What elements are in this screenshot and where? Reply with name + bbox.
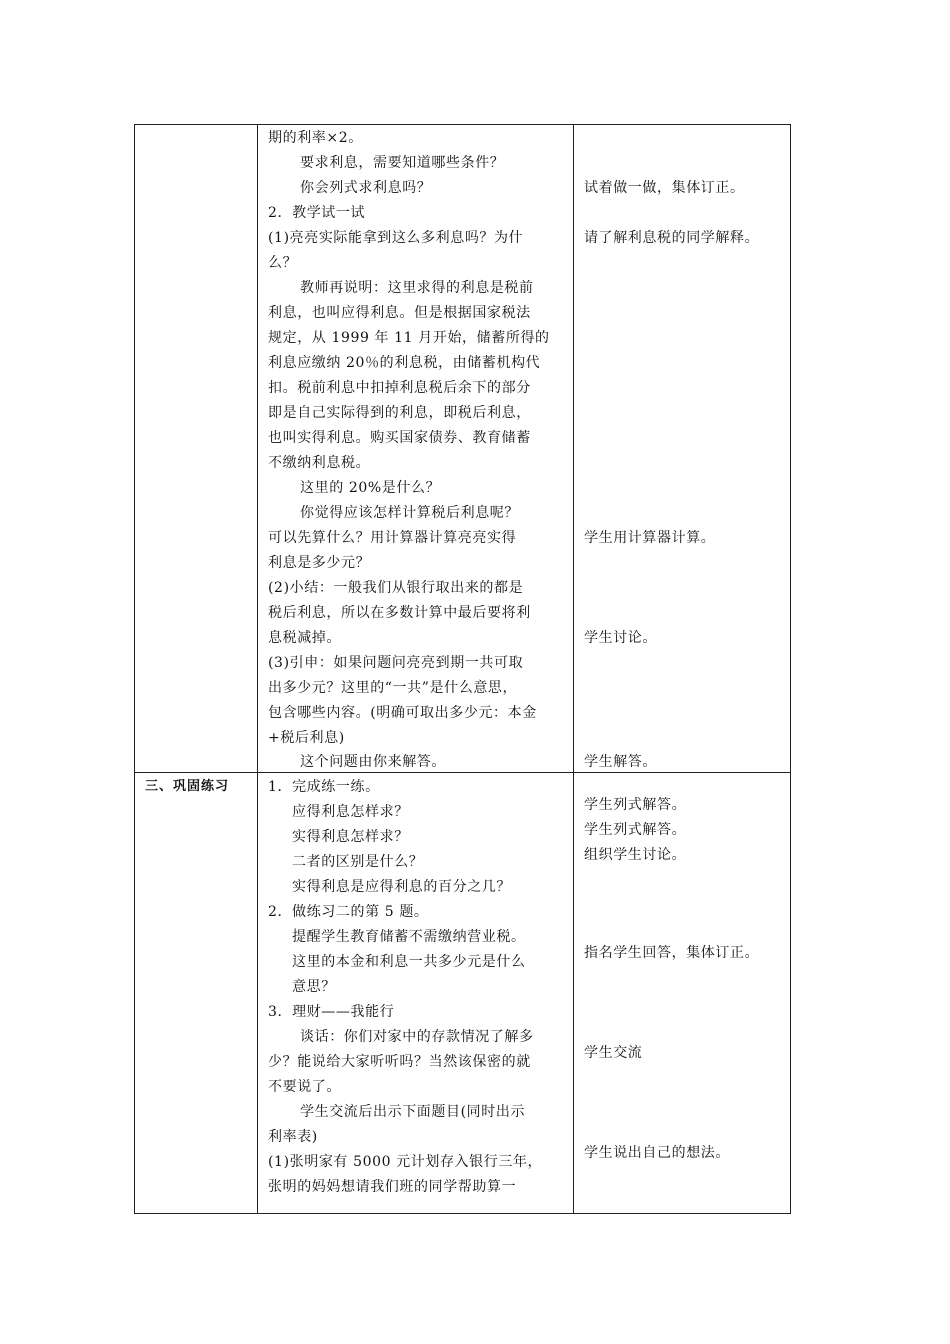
text-line: 学生说出自己的想法。 — [584, 1145, 730, 1161]
text-line: 规定，从 1999 年 11 月开始，储蓄所得的 — [268, 330, 550, 346]
text-line: 教师再说明：这里求得的利息是税前 — [300, 280, 534, 296]
text-line: 张明的妈妈想请我们班的同学帮助算一 — [268, 1179, 517, 1195]
text-line: 试着做一做，集体订正。 — [584, 180, 745, 196]
text-line: +税后利息) — [268, 730, 345, 746]
text-line: 3．理财——我能行 — [268, 1004, 395, 1020]
text-line: 2．做练习二的第 5 题。 — [268, 904, 429, 920]
table-row — [135, 125, 791, 773]
text-line: 要求利息，需要知道哪些条件？ — [300, 155, 505, 171]
section-cell — [135, 773, 258, 1214]
text-line: 可以先算什么？用计算器计算亮亮实得 — [268, 530, 517, 546]
text-line: 这个问题由你来解答。 — [300, 754, 446, 770]
text-line: 这里的本金和利息一共多少元是什么 — [292, 954, 526, 970]
text-line: 税后利息，所以在多数计算中最后要将利 — [268, 605, 531, 621]
text-line: 实得利息是应得利息的百分之几？ — [292, 879, 511, 895]
text-line: 利息应缴纳 20％的利息税，由储蓄机构代 — [268, 355, 541, 371]
text-line: 指名学生回答，集体订正。 — [584, 945, 760, 961]
text-line: 息税减掉。 — [268, 630, 341, 646]
text-line: (1)张明家有 5000 元计划存入银行三年， — [268, 1154, 543, 1170]
text-line: 利息，也叫应得利息。但是根据国家税法 — [268, 305, 531, 321]
text-line: 实得利息怎样求？ — [292, 829, 409, 845]
text-line: 二者的区别是什么？ — [292, 854, 424, 870]
text-line: 学生解答。 — [584, 754, 657, 770]
text-line: 扣。税前利息中扣掉利息税后余下的部分 — [268, 380, 531, 396]
text-line: 意思？ — [292, 979, 336, 995]
student-activity-cell — [574, 773, 791, 1214]
text-line: 学生列式解答。 — [584, 822, 687, 838]
text-line: 不要说了。 — [268, 1079, 341, 1095]
text-line: 学生讨论。 — [584, 630, 657, 646]
text-line: 你觉得应该怎样计算税后利息呢？ — [300, 505, 519, 521]
text-line: (2)小结：一般我们从银行取出来的都是 — [268, 580, 524, 596]
text-line: 学生交流 — [584, 1045, 643, 1061]
section-cell — [135, 125, 258, 773]
text-line: 么？ — [268, 255, 298, 271]
text-line: (1)亮亮实际能拿到这么多利息吗？为什 — [268, 230, 524, 246]
student-activity-cell — [574, 125, 791, 773]
text-line: (3)引申：如果问题问亮亮到期一共可取 — [268, 655, 524, 671]
text-line: 即是自己实际得到的利息，即税后利息， — [268, 405, 531, 421]
text-line: 谈话：你们对家中的存款情况了解多 — [300, 1029, 534, 1045]
text-line: 期的利率×2。 — [268, 130, 363, 146]
text-line: 包含哪些内容。(明确可取出多少元：本金 — [268, 705, 537, 721]
lesson-plan-table — [134, 124, 791, 1214]
text-line: 学生列式解答。 — [584, 797, 687, 813]
text-line: 请了解利息税的同学解释。 — [584, 230, 760, 246]
text-line: 不缴纳利息税。 — [268, 455, 371, 471]
teacher-activity-cell — [258, 125, 574, 773]
text-line: 利率表) — [268, 1129, 318, 1145]
text-line: 组织学生讨论。 — [584, 847, 687, 863]
text-line: 应得利息怎样求？ — [292, 804, 409, 820]
text-line: 1．完成练一练。 — [268, 779, 380, 795]
text-line: 利息是多少元？ — [268, 555, 371, 571]
text-line: 也叫实得利息。购买国家债券、教育储蓄 — [268, 430, 531, 446]
text-line: 这里的 20%是什么？ — [300, 480, 441, 496]
text-line: 少？能说给大家听听吗？当然该保密的就 — [268, 1054, 531, 1070]
text-line: 出多少元？这里的“一共”是什么意思， — [268, 680, 518, 696]
text-line: 学生交流后出示下面题目(同时出示 — [300, 1104, 526, 1120]
text-line: 提醒学生教育储蓄不需缴纳营业税。 — [292, 929, 526, 945]
section-label: 三、巩固练习 — [145, 779, 230, 794]
teacher-activity-cell — [258, 773, 574, 1214]
text-line: 2．教学试一试 — [268, 205, 366, 221]
table-row — [135, 773, 791, 1214]
text-line: 你会列式求利息吗？ — [300, 180, 432, 196]
text-line: 学生用计算器计算。 — [584, 530, 716, 546]
